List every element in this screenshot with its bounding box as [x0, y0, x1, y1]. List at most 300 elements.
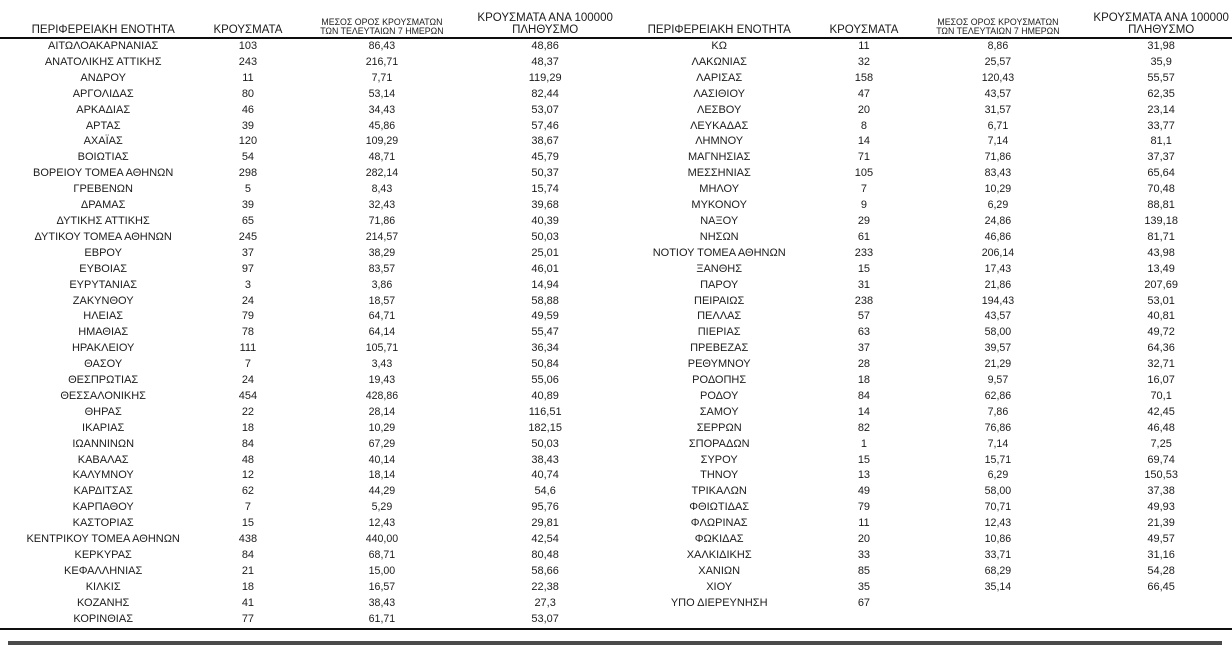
header-region [0, 24, 206, 37]
per100k-cell: 65,64 [1147, 167, 1175, 180]
per100k-cell: 50,03 [531, 230, 559, 243]
header-avg7-line1: ΜΕΣΟΣ ΟΡΟΣ ΚΡΟΥΣΜΑΤΩΝ [321, 16, 443, 27]
per100k-cell: 50,84 [531, 358, 559, 371]
cases-cell: 103 [238, 40, 258, 52]
per100k-cell: 21,39 [1147, 517, 1175, 530]
avg7-cell: 10,29 [984, 183, 1012, 196]
avg7-cell: 120,43 [981, 71, 1015, 84]
cases-cell: 105 [854, 167, 874, 180]
left-table-header [0, 0, 616, 39]
table-row [616, 580, 1232, 596]
table-row [616, 134, 1232, 150]
per100k-cell: 49,93 [1147, 501, 1175, 514]
cases-cell: 54 [241, 151, 255, 164]
cases-cell: 7 [244, 358, 251, 371]
per100k-cell: 33,77 [1147, 119, 1175, 132]
per100k-cell: 182,15 [528, 421, 562, 434]
avg7-cell: 39,57 [984, 342, 1012, 355]
region-name-cell: ΚΙΛΚΙΣ [85, 580, 121, 593]
avg7-cell: 194,43 [981, 294, 1015, 307]
per100k-cell: 54,6 [534, 485, 556, 498]
avg7-cell: 64,14 [368, 326, 396, 339]
region-name-cell: ΑΡΓΟΛΙΔΑΣ [72, 87, 134, 100]
table-row [0, 55, 616, 71]
region-name-cell: ΗΜΑΘΙΑΣ [78, 326, 129, 339]
region-name-cell: ΦΩΚΙΔΑΣ [694, 533, 744, 546]
region-name-cell: ΤΡΙΚΑΛΩΝ [691, 485, 747, 498]
region-name-cell: ΙΚΑΡΙΑΣ [82, 421, 125, 434]
table-row [616, 230, 1232, 246]
avg7-cell: 6,29 [987, 199, 1009, 212]
cases-cell: 1 [860, 437, 867, 450]
table-row [0, 421, 616, 437]
cases-cell: 243 [238, 55, 258, 68]
avg7-cell: 32,43 [368, 199, 396, 212]
per100k-cell: 50,37 [531, 167, 559, 180]
region-name-cell: ΚΕΦΑΛΛΗΝΙΑΣ [64, 564, 143, 577]
cases-cell: 46 [241, 103, 255, 116]
region-name-cell: ΕΥΒΟΙΑΣ [79, 262, 128, 275]
per100k-cell: 38,43 [531, 453, 559, 466]
avg7-cell: 15,00 [368, 564, 396, 577]
per100k-cell: 16,07 [1147, 374, 1175, 387]
avg7-cell: 71,86 [368, 214, 396, 227]
cases-cell: 85 [857, 564, 871, 577]
per100k-cell: 37,37 [1147, 151, 1175, 164]
region-name-cell: ΣΑΜΟΥ [699, 405, 739, 418]
table-row [0, 516, 616, 532]
avg7-cell: 43,57 [984, 310, 1012, 323]
per100k-cell: 22,38 [531, 580, 559, 593]
cases-cell: 41 [241, 596, 255, 609]
table-row [0, 278, 616, 294]
table-row [0, 214, 616, 230]
cases-cell: 79 [241, 310, 255, 323]
cases-cell: 15 [857, 453, 871, 466]
region-name-cell: ΝΗΣΩΝ [699, 230, 739, 243]
table-row [0, 246, 616, 262]
per100k-cell: 80,48 [531, 549, 559, 561]
avg7-cell: 18,14 [368, 469, 396, 482]
per100k-cell: 139,18 [1144, 214, 1178, 227]
per100k-cell: 35,9 [1150, 55, 1172, 68]
avg7-cell: 21,29 [984, 358, 1012, 371]
cases-cell: 24 [241, 374, 255, 387]
per100k-cell: 81,71 [1147, 230, 1175, 243]
avg7-cell: 440,00 [365, 533, 399, 546]
region-name-cell: ΔΥΤΙΚΟΥ ΤΟΜΕΑ ΑΘΗΝΩΝ [34, 230, 172, 243]
table-row [616, 166, 1232, 182]
table-row [616, 484, 1232, 500]
region-name-cell: ΜΗΛΟΥ [699, 183, 740, 196]
cases-cell: 37 [241, 246, 255, 259]
header-region-label: ΠΕΡΙΦΕΡΕΙΑΚΗ ΕΝΟΤΗΤΑ [31, 23, 175, 36]
cases-cell: 13 [857, 469, 871, 482]
cases-cell: 71 [857, 151, 871, 164]
region-name-cell: ΑΡΚΑΔΙΑΣ [76, 103, 131, 116]
avg7-cell: 28,14 [368, 405, 396, 418]
avg7-cell: 38,43 [368, 596, 396, 609]
per100k-cell: 13,49 [1147, 262, 1175, 275]
avg7-cell: 5,29 [371, 501, 393, 514]
table-row [616, 119, 1232, 135]
per100k-cell: 55,06 [531, 374, 559, 387]
per100k-cell: 15,74 [531, 183, 559, 196]
table-row [616, 182, 1232, 198]
header-per100k-line1: ΚΡΟΥΣΜΑΤΑ ΑΝΑ 100000 [1093, 11, 1229, 24]
per100k-cell: 40,81 [1147, 310, 1175, 323]
region-name-cell: ΛΑΚΩΝΙΑΣ [691, 55, 747, 68]
region-name-cell: ΡΟΔΟΠΗΣ [692, 374, 747, 387]
region-name-cell: ΔΥΤΙΚΗΣ ΑΤΤΙΚΗΣ [56, 214, 150, 227]
cases-cell: 80 [241, 87, 255, 100]
cases-cell: 47 [857, 87, 871, 100]
per100k-cell: 50,03 [531, 437, 559, 450]
cases-cell: 39 [241, 119, 255, 132]
cases-cell: 238 [854, 294, 874, 307]
avg7-cell: 6,29 [987, 469, 1009, 482]
header-cases-label: ΚΡΟΥΣΜΑΤΑ [213, 23, 283, 36]
region-name-cell: ΚΟΡΙΝΘΙΑΣ [73, 612, 133, 625]
cases-cell: 84 [241, 549, 255, 561]
region-name-cell: ΠΕΙΡΑΙΩΣ [694, 294, 745, 307]
page-bottom-rule [8, 641, 1222, 645]
table-row [0, 580, 616, 596]
avg7-cell: 428,86 [365, 389, 399, 402]
avg7-cell: 12,43 [368, 517, 396, 530]
cases-cell: 7 [244, 501, 251, 514]
per100k-cell: 53,07 [531, 612, 559, 625]
region-name-cell: ΠΑΡΟΥ [700, 278, 739, 291]
cases-cell: 31 [857, 278, 871, 291]
per100k-cell: 81,1 [1150, 135, 1172, 148]
per100k-cell: 25,01 [531, 246, 559, 259]
region-name-cell: ΚΟΖΑΝΗΣ [77, 596, 130, 609]
region-name-cell: ΚΑΛΥΜΝΟΥ [72, 469, 134, 482]
per100k-cell [1090, 596, 1232, 612]
cases-cell: 37 [857, 342, 871, 355]
table-row [0, 612, 616, 628]
per100k-cell: 40,89 [531, 389, 559, 402]
table-row [0, 405, 616, 421]
per100k-cell: 48,86 [531, 40, 559, 52]
region-name-cell: ΣΥΡΟΥ [700, 453, 738, 466]
region-name-cell: ΜΕΣΣΗΝΙΑΣ [687, 167, 751, 180]
per100k-cell: 43,98 [1147, 246, 1175, 259]
avg7-cell: 64,71 [368, 310, 396, 323]
cases-cell: 35 [857, 580, 871, 593]
per100k-cell: 69,74 [1147, 453, 1175, 466]
cases-cell: 14 [857, 405, 871, 418]
header-per100k-line2: ΠΛΗΘΥΣΜΟ [512, 23, 579, 36]
per100k-cell: 55,47 [531, 326, 559, 339]
avg7-cell: 68,29 [984, 564, 1012, 577]
table-row [616, 357, 1232, 373]
table-row [0, 103, 616, 119]
avg7-cell: 76,86 [984, 421, 1012, 434]
cases-cell: 18 [241, 421, 255, 434]
region-name-cell: ΑΧΑΪΑΣ [83, 135, 123, 148]
table-row [616, 150, 1232, 166]
table-row [0, 548, 616, 564]
cases-cell: 7 [860, 183, 867, 196]
per100k-cell: 38,67 [531, 135, 559, 148]
per100k-cell: 32,71 [1147, 358, 1175, 371]
region-name-cell: ΑΡΤΑΣ [85, 119, 121, 132]
cases-cell: 8 [860, 119, 867, 132]
table-row [616, 421, 1232, 437]
per100k-cell: 62,35 [1147, 87, 1175, 100]
cases-cell: 18 [241, 580, 255, 593]
region-name-cell: ΛΑΡΙΣΑΣ [696, 71, 743, 84]
header-cases [822, 24, 905, 37]
per100k-cell: 207,69 [1144, 278, 1178, 291]
cases-cell: 111 [239, 342, 257, 355]
cases-cell: 15 [857, 262, 871, 275]
avg7-cell: 206,14 [981, 246, 1015, 259]
region-name-cell: ΥΠΟ ΔΙΕΡΕΥΝΗΣΗ [670, 596, 768, 609]
region-name-cell: ΛΗΜΝΟΥ [695, 135, 744, 148]
cases-cell: 84 [857, 389, 871, 402]
per100k-cell: 36,34 [531, 342, 559, 355]
cases-cell: 67 [857, 596, 871, 609]
avg7-cell: 19,43 [368, 374, 396, 387]
cases-cell: 48 [241, 453, 255, 466]
per100k-cell: 57,46 [531, 119, 559, 132]
region-name-cell: ΝΑΞΟΥ [700, 214, 739, 227]
region-name-cell: ΒΟΡΕΙΟΥ ΤΟΜΕΑ ΑΘΗΝΩΝ [33, 167, 174, 180]
avg7-cell: 18,57 [368, 294, 396, 307]
region-name-cell: ΗΛΕΙΑΣ [83, 310, 124, 323]
cases-cell: 11 [858, 40, 870, 52]
per100k-cell: 46,01 [531, 262, 559, 275]
per100k-cell: 7,25 [1150, 437, 1172, 450]
cases-cell: 20 [857, 533, 871, 546]
table-row [616, 548, 1232, 564]
table-row [0, 309, 616, 325]
region-name-cell: ΠΡΕΒΕΖΑΣ [690, 342, 749, 355]
avg7-cell: 6,71 [987, 119, 1009, 132]
region-name-cell: ΘΕΣΣΑΛΟΝΙΚΗΣ [60, 389, 146, 402]
avg7-cell: 105,71 [365, 342, 399, 355]
per100k-cell: 58,88 [531, 294, 559, 307]
table-row [0, 166, 616, 182]
avg7-cell: 214,57 [365, 230, 399, 243]
avg7-cell: 83,57 [368, 262, 396, 275]
region-name-cell: ΛΑΣΙΘΙΟΥ [693, 87, 746, 100]
header-avg7-line2: ΤΩΝ ΤΕΛΕΥΤΑΙΩΝ 7 ΗΜΕΡΩΝ [320, 25, 444, 36]
table-row [616, 294, 1232, 310]
avg7-cell: 58,00 [984, 326, 1012, 339]
table-row [616, 516, 1232, 532]
per100k-cell: 45,79 [531, 151, 559, 164]
cases-cell: 20 [857, 103, 871, 116]
table-row [0, 357, 616, 373]
avg7-cell: 40,14 [368, 453, 396, 466]
avg7-cell: 68,71 [368, 549, 396, 561]
table-row [616, 532, 1232, 548]
avg7-cell: 35,14 [984, 580, 1012, 593]
per100k-cell: 29,81 [531, 517, 559, 530]
per100k-cell: 54,28 [1147, 564, 1175, 577]
per100k-cell: 37,38 [1147, 485, 1175, 498]
per100k-cell: 31,98 [1147, 40, 1175, 52]
region-name-cell: ΧΑΛΚΙΔΙΚΗΣ [686, 549, 752, 561]
right-table-body [616, 39, 1232, 612]
avg7-cell: 24,86 [984, 214, 1012, 227]
per100k-cell: 53,07 [531, 103, 559, 116]
per100k-cell: 95,76 [531, 501, 559, 514]
region-name-cell: ΠΕΛΛΑΣ [697, 310, 742, 323]
header-avg7-line1: ΜΕΣΟΣ ΟΡΟΣ ΚΡΟΥΣΜΑΤΩΝ [937, 16, 1059, 27]
cases-cell: 22 [241, 405, 255, 418]
cases-cell: 29 [857, 214, 871, 227]
avg7-cell: 67,29 [368, 437, 396, 450]
table-row [616, 453, 1232, 469]
table-row [616, 468, 1232, 484]
per100k-cell: 39,68 [531, 199, 559, 212]
cases-cell: 84 [241, 437, 255, 450]
cases-cell: 79 [857, 501, 871, 514]
per100k-cell: 88,81 [1147, 199, 1175, 212]
region-name-cell: ΚΑΡΠΑΘΟΥ [72, 501, 134, 514]
per100k-cell: 42,45 [1147, 405, 1175, 418]
region-name-cell: ΕΒΡΟΥ [84, 246, 122, 259]
header-per100k [1090, 12, 1232, 37]
cases-cell: 298 [238, 167, 258, 180]
cases-cell: 233 [854, 246, 874, 259]
region-name-cell: ΑΝΔΡΟΥ [80, 71, 126, 84]
table-row [616, 500, 1232, 516]
avg7-cell: 33,71 [984, 549, 1012, 561]
avg7-cell: 7,14 [987, 437, 1009, 450]
table-row [0, 39, 616, 55]
region-name-cell: ΧΑΝΙΩΝ [698, 564, 741, 577]
per100k-cell: 40,39 [531, 214, 559, 227]
table-row [616, 389, 1232, 405]
cases-cell: 57 [857, 310, 871, 323]
cases-cell: 21 [241, 564, 255, 577]
table-row [616, 278, 1232, 294]
table-row [616, 341, 1232, 357]
header-avg7-line2: ΤΩΝ ΤΕΛΕΥΤΑΙΩΝ 7 ΗΜΕΡΩΝ [936, 25, 1060, 36]
per100k-cell: 14,94 [531, 278, 559, 291]
table-row [0, 341, 616, 357]
per100k-cell: 42,54 [531, 533, 559, 546]
avg7-cell: 44,29 [368, 485, 396, 498]
per100k-cell: 46,48 [1147, 421, 1175, 434]
avg7-cell: 53,14 [368, 87, 396, 100]
region-name-cell: ΧΙΟΥ [706, 580, 733, 593]
table-row [0, 373, 616, 389]
region-name-cell: ΜΑΓΝΗΣΙΑΣ [687, 151, 751, 164]
region-name-cell: ΡΕΘΥΜΝΟΥ [687, 358, 751, 371]
cases-cell: 9 [860, 199, 867, 212]
avg7-cell: 48,71 [368, 151, 396, 164]
cases-cell: 15 [241, 517, 255, 530]
avg7-cell: 31,57 [984, 103, 1012, 116]
right-table [616, 0, 1232, 628]
cases-cell: 454 [238, 389, 258, 402]
table-row [616, 214, 1232, 230]
table-row [0, 87, 616, 103]
region-name-cell: ΚΕΡΚΥΡΑΣ [74, 549, 132, 561]
per100k-cell: 48,37 [531, 55, 559, 68]
table-row [0, 325, 616, 341]
region-name-cell: ΒΟΙΩΤΙΑΣ [77, 151, 129, 164]
table-row [0, 484, 616, 500]
cases-cell: 78 [241, 326, 255, 339]
header-region [616, 24, 822, 37]
header-per100k-line2: ΠΛΗΘΥΣΜΟ [1128, 23, 1195, 36]
table-row [0, 389, 616, 405]
per100k-cell: 70,1 [1150, 389, 1172, 402]
per100k-cell: 66,45 [1147, 580, 1175, 593]
per100k-cell: 53,01 [1147, 294, 1175, 307]
table-row [0, 596, 616, 612]
region-name-cell: ΚΕΝΤΡΙΚΟΥ ΤΟΜΕΑ ΑΘΗΝΩΝ [26, 533, 180, 546]
cases-cell: 49 [857, 485, 871, 498]
region-name-cell: ΛΕΥΚΑΔΑΣ [690, 119, 749, 132]
avg7-cell [906, 596, 1091, 612]
avg7-cell: 34,43 [368, 103, 396, 116]
table-row [616, 55, 1232, 71]
avg7-cell: 282,14 [365, 167, 399, 180]
header-cases [206, 24, 289, 37]
region-name-cell: ΘΕΣΠΡΩΤΙΑΣ [68, 374, 139, 387]
cases-cell: 120 [238, 135, 258, 148]
table-row [616, 564, 1232, 580]
cases-cell: 11 [242, 71, 254, 84]
right-table-header [616, 0, 1232, 39]
region-name-cell: ΜΥΚΟΝΟΥ [691, 199, 747, 212]
cases-cell: 158 [854, 71, 874, 84]
avg7-cell: 16,57 [368, 580, 396, 593]
per100k-cell: 31,16 [1147, 549, 1175, 561]
per100k-cell: 116,51 [528, 405, 562, 418]
per100k-cell: 150,53 [1144, 469, 1178, 482]
per100k-cell: 55,57 [1147, 71, 1175, 84]
region-name-cell: ΛΕΣΒΟΥ [696, 103, 742, 116]
avg7-cell: 45,86 [368, 119, 396, 132]
per100k-cell: 58,66 [531, 564, 559, 577]
avg7-cell: 10,86 [984, 533, 1012, 546]
table-row [616, 373, 1232, 389]
avg7-cell: 70,71 [984, 501, 1012, 514]
region-name-cell: ΣΕΡΡΩΝ [696, 421, 742, 434]
table-row [0, 453, 616, 469]
region-name-cell: ΤΗΝΟΥ [700, 469, 739, 482]
region-name-cell: ΠΙΕΡΙΑΣ [697, 326, 741, 339]
avg7-cell: 3,86 [371, 278, 393, 291]
table-row [0, 262, 616, 278]
table-row [0, 500, 616, 516]
region-name-cell: ΚΑΣΤΟΡΙΑΣ [72, 517, 134, 530]
cases-cell: 12 [241, 469, 255, 482]
cases-cell: 65 [241, 214, 255, 227]
header-avg7 [290, 18, 475, 37]
avg7-cell: 3,43 [371, 358, 393, 371]
per100k-cell: 40,74 [531, 469, 559, 482]
cases-cell: 18 [857, 374, 871, 387]
avg7-cell: 12,43 [984, 517, 1012, 530]
cases-cell: 3 [244, 278, 251, 291]
left-table [0, 0, 616, 628]
region-name-cell: ΚΑΡΔΙΤΣΑΣ [73, 485, 133, 498]
avg7-cell: 17,43 [984, 262, 1012, 275]
cases-cell: 62 [241, 485, 255, 498]
table-row [616, 437, 1232, 453]
